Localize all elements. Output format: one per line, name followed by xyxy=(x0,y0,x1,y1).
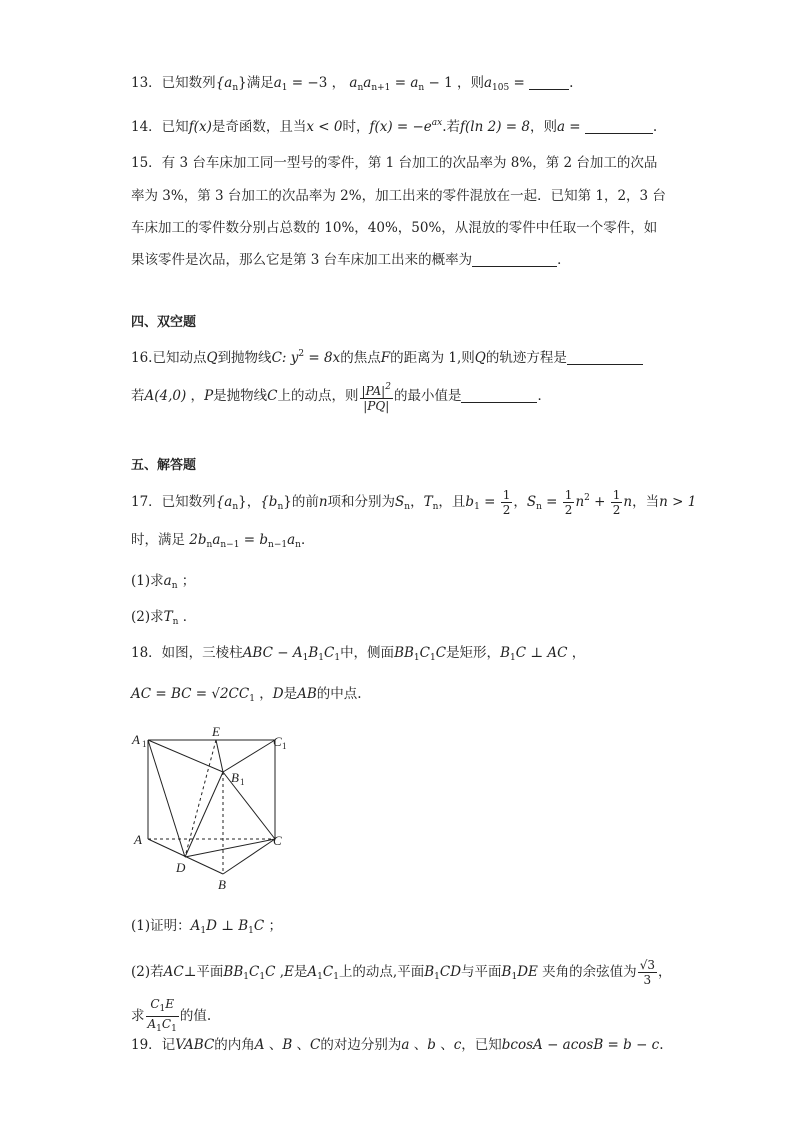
question-18-part-1: (1)证明：$A_1D$ ⊥ $B_1C$ ； xyxy=(131,918,283,936)
question-15-line-3: 车床加工的零件数分别占总数的 10%，40%，50%，从混放的零件中任取一个零件，如 xyxy=(131,220,658,236)
question-16-line-2: 若A(4,0) ，P是抛物线C上的动点，则 $\frac{|PA|^2}{|PQ|}$ 的最小值是 ． xyxy=(131,382,551,413)
question-18-line-1: 18．如图，三棱柱ABC − $A_1B_1C_1$中，侧面$BB_1C_1C$是矩形，$B_1C$ ⊥ AC ， xyxy=(131,645,586,663)
question-17-part-1: (1)求$a_n$ ； xyxy=(131,573,196,591)
answer-blank[interactable] xyxy=(529,75,569,90)
label-a1-sub: 1 xyxy=(142,739,147,749)
fraction: $\frac{1}{2}$ xyxy=(612,488,621,517)
question-18-part-2: (2)若AC⊥平面$BB_1C_1C$ ,E是$A_1C_1$上的动点,平面$B_1CD$与平面$B_1DE$ 夹角的余弦值为 $\frac{√3}{3}$ ， xyxy=(131,958,672,987)
fraction: $\frac{√3}{3}$ xyxy=(639,958,655,987)
answer-blank[interactable] xyxy=(567,350,643,365)
answer-blank[interactable] xyxy=(461,388,537,403)
edge-d-b1 xyxy=(185,772,223,857)
question-17-part-2: (2)求$T_n$ ． xyxy=(131,609,197,627)
question-17-line-2: 时，满足 $2b_na_{n-1} = b_{n-1}a_n$． xyxy=(131,532,315,550)
question-16-line-1: 16.已知动点Q到抛物线C: $y^2 = 8x$的焦点F的距离为 1,则Q的轨迹方程是 xyxy=(131,344,643,368)
edge-a1-b1 xyxy=(148,740,223,772)
label-d: D xyxy=(176,860,186,875)
fraction: $\frac{1}{2}$ xyxy=(564,488,573,517)
label-e: E xyxy=(212,724,220,739)
fraction: $\frac{1}{2}$ xyxy=(502,488,511,517)
label-c: C xyxy=(273,833,282,848)
label-a1: A xyxy=(132,732,140,747)
question-19: 19．记VABC的内角A 、B 、C的对边分别为a 、b 、c，已知bcosA − acosB = b − c. xyxy=(131,1037,664,1053)
section-heading-5: 五、解答题 xyxy=(131,458,197,473)
question-14: 14．已知f(x)是奇函数，且当x < 0时，$f(x) = -e^{ax}$.若f(ln 2) = 8，则a = . xyxy=(131,118,658,135)
question-18-line-2: AC = BC = $√2CC_1$ ，D是AB的中点. xyxy=(131,686,362,704)
question-13: 13．已知数列$\{a_n\}$满足$a_1 = -3$ ， $a_na_{n+1} = a_n - 1$ ，则$a_{105}$ = . xyxy=(131,75,574,93)
question-15-line-4: 果该零件是次品，那么它是第 3 台车床加工出来的概率为 ． xyxy=(131,252,571,268)
label-b1: B xyxy=(231,770,239,785)
edge-b1-c1 xyxy=(223,740,275,772)
label-c1: C xyxy=(273,734,282,749)
fraction: $\frac{|PA|^2}{|PQ|}$ xyxy=(361,382,391,413)
label-c1-sub: 1 xyxy=(282,741,287,751)
prism-figure xyxy=(130,722,300,897)
label-b: B xyxy=(218,877,226,892)
answer-blank[interactable] xyxy=(472,252,557,267)
question-18-part-2-cont: 求 $\frac{C_1E}{A_1C_1}$ 的值. xyxy=(131,997,212,1034)
question-15-line-1: 15．有 3 台车床加工同一型号的零件，第 1 台加工的次品率为 8%，第 2 台加工的次品 xyxy=(131,155,658,171)
question-15-line-2: 率为 3%，第 3 台加工的次品率为 2%，加工出来的零件混放在一起．已知第 1，2，3 台 xyxy=(131,188,666,204)
section-heading-4: 四、双空题 xyxy=(131,315,197,330)
fraction: $\frac{C_1E}{A_1C_1}$ xyxy=(147,997,177,1034)
question-17-line-1: 17．已知数列$\{a_n\}$，$\{b_n\}$的前n项和分别为$S_n$，$T_n$，且$b_1$ = $\frac{1}{2}$ ，$S_n$ = $\frac{1}{2}$ $n^2$ + $\frac{1}{2}$ n，当n > 1 xyxy=(131,488,697,517)
label-b1-sub: 1 xyxy=(240,777,245,787)
answer-blank[interactable] xyxy=(585,119,653,134)
edge-e-b1 xyxy=(216,740,223,772)
label-a: A xyxy=(134,832,142,847)
